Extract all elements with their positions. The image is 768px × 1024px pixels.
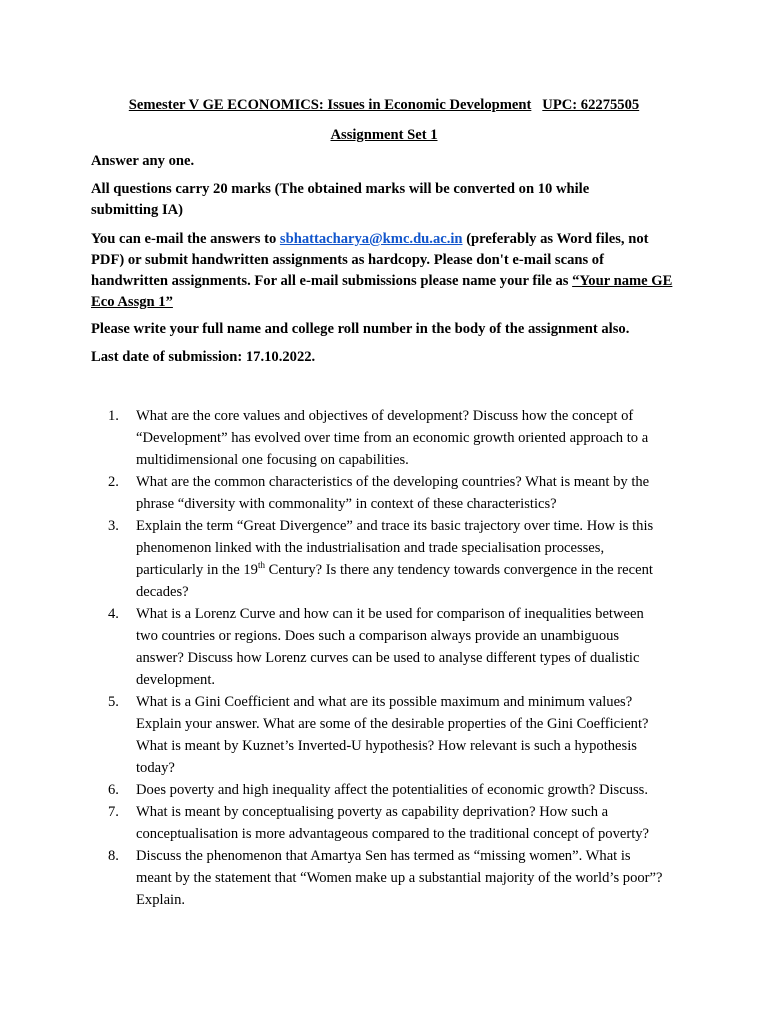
question-number: 1. <box>108 408 119 424</box>
question-list <box>108 405 668 911</box>
question-item <box>108 471 668 515</box>
question-number: 7. <box>108 804 119 820</box>
email-suffix: (preferably as Word files, not PDF) or submit handwritten assignments as hardcopy. Please don't e-mail scans of handwritten assignments. For all e-mail submissions please name your file as <box>91 231 649 289</box>
ordinal-superscript: th <box>257 560 265 571</box>
email-instruction <box>91 229 683 313</box>
question-item <box>108 801 668 845</box>
question-item <box>108 845 668 911</box>
question-item <box>108 779 668 801</box>
question-number: 3. <box>108 518 119 534</box>
question-text-before: Explain the term “Great Divergence” and trace its basic trajectory over time. How is this phenomenon linked with the industrialisation and trade specialisation processes, particularly in the 19 <box>136 518 654 578</box>
question-number: 4. <box>108 606 119 622</box>
question-text: Does poverty and high inequality affect the potentialities of economic growth? Discuss. <box>136 782 648 798</box>
question-number: 5. <box>108 694 119 710</box>
question-item <box>108 515 668 603</box>
question-text: What is a Gini Coefficient and what are its possible maximum and minimum values? Explain your answer. What are some of the desirable properties of the Gini Coefficient? What is meant by Kuznet’s Inverted-U hypothesis? How relevant is such a hypothesis today? <box>136 694 649 776</box>
course-title <box>0 96 768 114</box>
assignment-title: Assignment Set 1 <box>330 127 438 143</box>
question-text: What are the common characteristics of the developing countries? What is meant by the phrase “diversity with commonality” in context of these characteristics? <box>136 474 650 512</box>
question-number: 8. <box>108 848 119 864</box>
question-item <box>108 603 668 691</box>
question-item <box>108 405 668 471</box>
file-name-format: “Your name GE Eco Assgn 1” <box>91 273 673 310</box>
question-text: What is a Lorenz Curve and how can it be used for comparison of inequalities between two countries or regions. Does such a comparison always provide an unambiguous answer? Discuss how Lorenz curves can be used to analyse different types of dualistic development. <box>136 606 644 688</box>
question-number: 2. <box>108 474 119 490</box>
question-number: 6. <box>108 782 119 798</box>
roll-number-note: Please write your full name and college roll number in the body of the assignment also. <box>91 321 630 337</box>
upc-code: UPC: 62275505 <box>542 97 640 113</box>
course-title-text: Semester V GE ECONOMICS: Issues in Economic Development <box>128 97 532 113</box>
marks-instruction: All questions carry 20 marks (The obtained marks will be converted on 10 while submitting IA) <box>91 181 590 218</box>
question-item <box>108 691 668 779</box>
question-text: What are the core values and objectives of development? Discuss how the concept of “Development” has evolved over time from an economic growth oriented approach to a multidimensional one focusing on capabilities. <box>136 408 649 468</box>
email-prefix: You can e-mail the answers to <box>91 231 277 247</box>
question-text: Discuss the phenomenon that Amartya Sen has termed as “missing women”. What is meant by the statement that “Women make up a substantial majority of the world’s poor”? Explain. <box>136 848 663 908</box>
answer-any-instruction: Answer any one. <box>91 153 195 169</box>
email-link[interactable]: sbhattacharya@kmc.du.ac.in <box>279 231 463 247</box>
question-text-after: Century? Is there any tendency towards convergence in the recent decades? <box>136 562 653 600</box>
submission-deadline: Last date of submission: 17.10.2022. <box>91 349 316 365</box>
question-text: What is meant by conceptualising poverty as capability deprivation? How such a conceptualisation is more advantageous compared to the traditional concept of poverty? <box>136 804 650 842</box>
